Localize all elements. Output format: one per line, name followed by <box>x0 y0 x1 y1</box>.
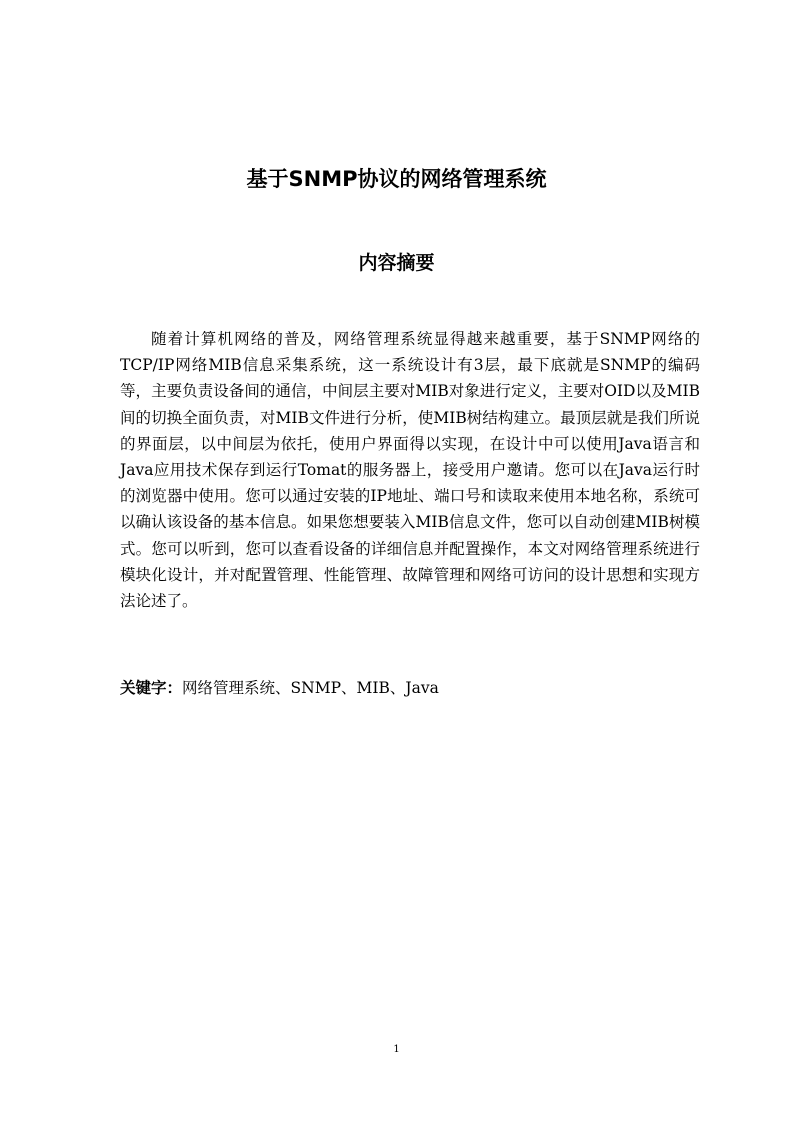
page-number: 1 <box>393 1044 400 1055</box>
keywords-label: 关键字： <box>120 679 183 697</box>
keywords-value: 网络管理系统、SNMP、MIB、Java <box>182 679 439 697</box>
keywords-line <box>120 675 700 702</box>
abstract-paragraph: 随着计算机网络的普及，网络管理系统显得越来越重要，基于SNMP网络的TCP/IP网络MIB信息采集系统，这一系统设计有3层，最下底就是SNMP的编码等，主要负责设备间的通信，中间层主要对MIB对象进行定义，主要对OID以及MIB间的切换全面负责，对MIB文件进行分析，使MIB树结构建立。最顶层就是我们所说的界面层，以中间层为依托，使用户界面得以实现，在设计中可以使用Java语言和Java应用技术保存到运行Tomat的服务器上，接受用户邀请。您可以在Java运行时的浏览器中使用。您可以通过安装的IP地址、端口号和读取来使用本地名称，系统可以确认该设备的基本信息。如果您想要装入MIB信息文件，您可以自动创建MIB树模式。您可以听到，您可以查看设备的详细信息并配置操作，本文对网络管理系统进行模块化设计，并对配置管理、性能管理、故障管理和网络可访问的设计思想和实现方法论述了。 <box>120 330 700 611</box>
section-heading: 内容摘要 <box>358 252 435 274</box>
document-title: 基于SNMP协议的网络管理系统 <box>246 167 547 191</box>
